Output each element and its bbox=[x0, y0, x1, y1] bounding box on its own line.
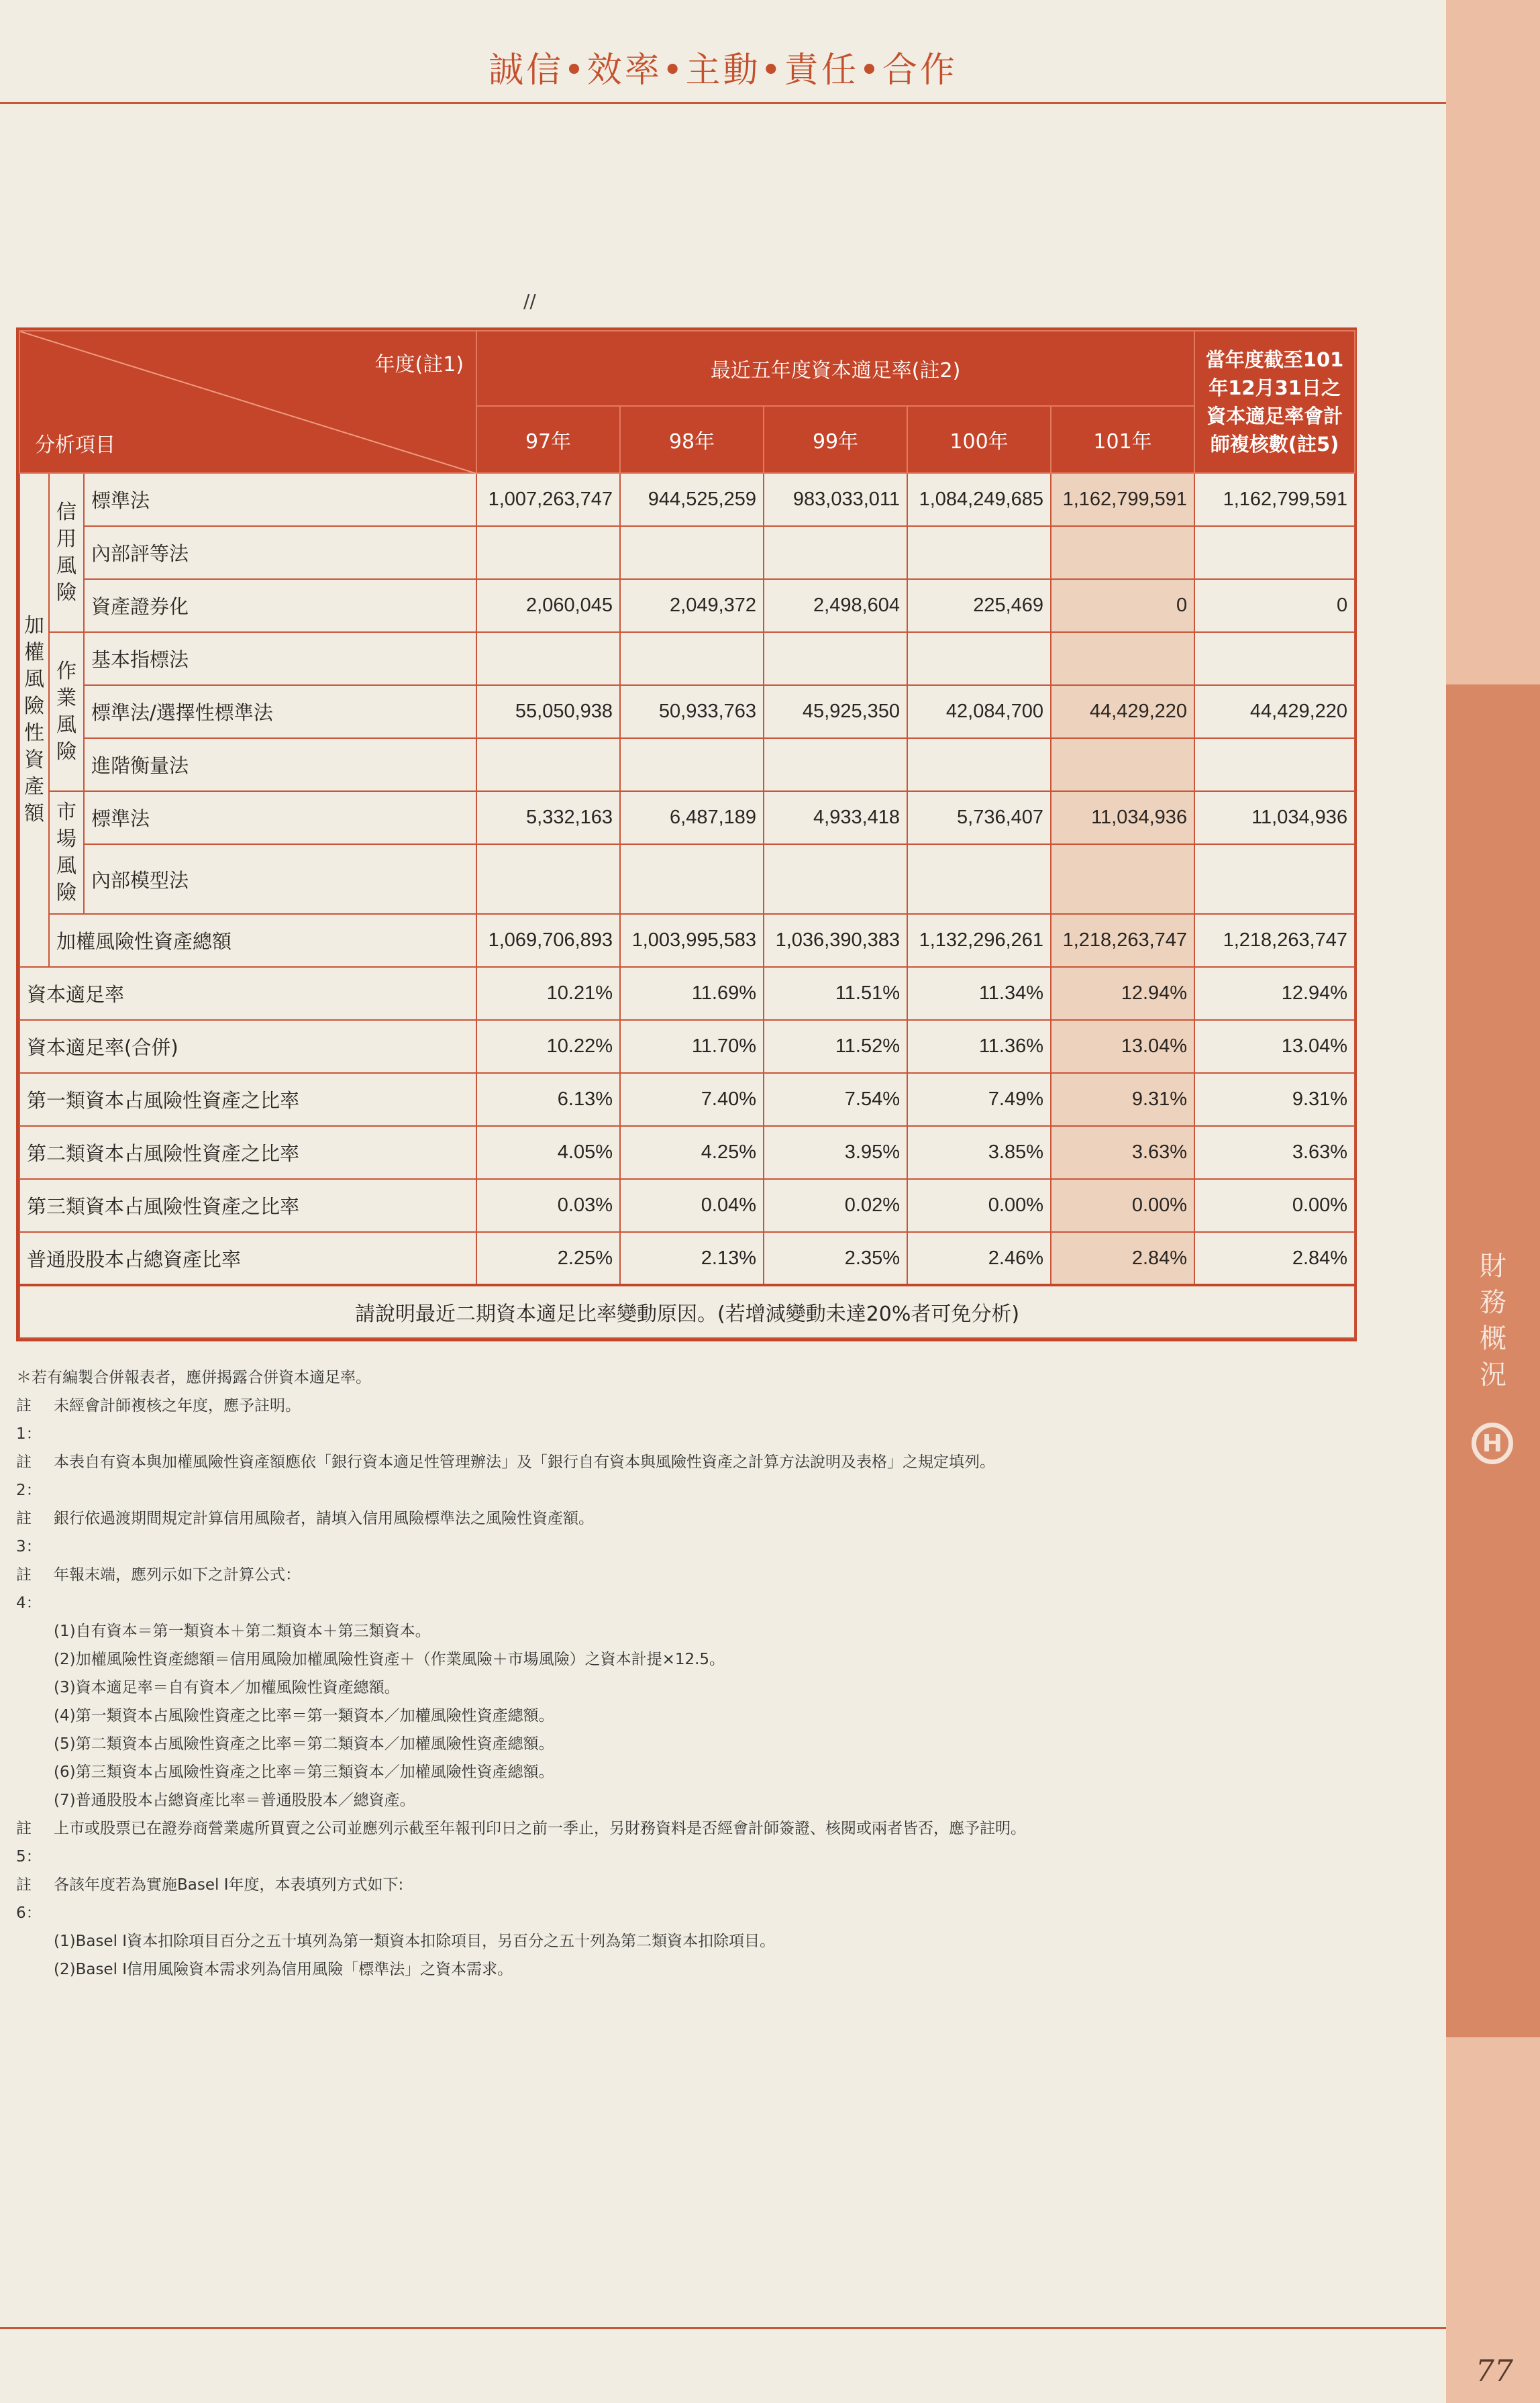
table-corner-header bbox=[19, 331, 476, 473]
cell-value: 11.52% bbox=[764, 1020, 907, 1073]
cell-value: 50,933,763 bbox=[620, 685, 764, 738]
note-tag: 註5： bbox=[16, 1820, 42, 1865]
cell-value: 5,736,407 bbox=[907, 791, 1051, 844]
formula-item: (5)第二類資本占風險性資產之比率＝第二類資本／加權風險性資產總額。 bbox=[54, 1735, 554, 1753]
cell-value: 6,487,189 bbox=[620, 791, 764, 844]
capital-table bbox=[19, 330, 1355, 1339]
credit-risk-text: 信用風險 bbox=[56, 500, 76, 605]
market-risk-text: 市場風險 bbox=[56, 800, 76, 905]
note-2 bbox=[16, 1448, 1358, 1504]
cell-value bbox=[1194, 526, 1355, 579]
cell-value: 55,050,938 bbox=[476, 685, 620, 738]
cell-value: 1,218,263,747 bbox=[1051, 914, 1194, 967]
cell-value: 1,162,799,591 bbox=[1051, 473, 1194, 526]
explanation-text: 請說明最近二期資本適足比率變動原因。(若增減變動未達20%者可免分析) bbox=[19, 1285, 1355, 1338]
cell-value: 42,084,700 bbox=[907, 685, 1051, 738]
row-label: 第三類資本占風險性資產之比率 bbox=[19, 1179, 476, 1232]
cell-value bbox=[907, 632, 1051, 685]
explanation-row bbox=[19, 1285, 1355, 1338]
table-row bbox=[19, 1020, 1355, 1073]
note-star: ＊若有編製合併報表者，應併揭露合併資本適足率。 bbox=[16, 1369, 371, 1386]
footnotes bbox=[16, 1364, 1358, 1984]
cell-value: 983,033,011 bbox=[764, 473, 907, 526]
note-1 bbox=[16, 1392, 1358, 1448]
cell-value: 0.00% bbox=[1051, 1179, 1194, 1232]
table-row bbox=[19, 526, 1355, 579]
cell-value bbox=[476, 844, 620, 914]
cell-value bbox=[620, 526, 764, 579]
cell-value: 225,469 bbox=[907, 579, 1051, 632]
cell-value: 4,933,418 bbox=[764, 791, 907, 844]
pen-mark: // bbox=[523, 290, 536, 312]
row-label: 第二類資本占風險性資產之比率 bbox=[19, 1126, 476, 1179]
cell-value bbox=[907, 526, 1051, 579]
cell-value bbox=[907, 738, 1051, 791]
cell-value: 3.95% bbox=[764, 1126, 907, 1179]
table-row bbox=[19, 1179, 1355, 1232]
cell-value: 1,007,263,747 bbox=[476, 473, 620, 526]
formula-item: (4)第一類資本占風險性資產之比率＝第一類資本／加權風險性資產總額。 bbox=[54, 1707, 554, 1725]
row-label: 標準法 bbox=[84, 791, 476, 844]
note-text: 上市或股票已在證券商營業處所買賣之公司並應列示截至年報刊印日之前一季止，另財務資料是否經會計師簽證、核閱或兩者皆否，應予註明。 bbox=[54, 1820, 1026, 1837]
cell-value: 1,069,706,893 bbox=[476, 914, 620, 967]
cell-value: 2.46% bbox=[907, 1232, 1051, 1285]
note-text: 未經會計師複核之年度，應予註明。 bbox=[54, 1397, 301, 1415]
table-row bbox=[19, 738, 1355, 791]
cell-value bbox=[620, 632, 764, 685]
table-row bbox=[19, 1126, 1355, 1179]
cell-value: 0 bbox=[1051, 579, 1194, 632]
capital-adequacy-table bbox=[16, 327, 1357, 1341]
row-label: 加權風險性資產總額 bbox=[49, 914, 476, 967]
table-row bbox=[19, 473, 1355, 526]
note-tag: 註3： bbox=[16, 1510, 42, 1555]
note-tag: 註1： bbox=[16, 1397, 42, 1443]
note-5 bbox=[16, 1814, 1358, 1871]
year-header-98: 98年 bbox=[620, 406, 764, 473]
cell-value bbox=[1051, 526, 1194, 579]
cell-value: 5,332,163 bbox=[476, 791, 620, 844]
cell-value: 7.49% bbox=[907, 1073, 1051, 1126]
cell-value bbox=[1194, 632, 1355, 685]
row-label: 第一類資本占風險性資產之比率 bbox=[19, 1073, 476, 1126]
row-label: 標準法 bbox=[84, 473, 476, 526]
note-text: 銀行依過渡期間規定計算信用風險者，請填入信用風險標準法之風險性資產額。 bbox=[54, 1510, 594, 1527]
cell-value: 2,060,045 bbox=[476, 579, 620, 632]
cell-value bbox=[764, 844, 907, 914]
row-label: 普通股股本占總資產比率 bbox=[19, 1232, 476, 1285]
cell-value bbox=[1051, 844, 1194, 914]
cell-value bbox=[620, 844, 764, 914]
row-label: 資本適足率(合併) bbox=[19, 1020, 476, 1073]
row-label: 基本指標法 bbox=[84, 632, 476, 685]
table-row bbox=[19, 914, 1355, 967]
company-logo-icon: H bbox=[1472, 1423, 1513, 1464]
table-row bbox=[19, 844, 1355, 914]
cell-value: 1,132,296,261 bbox=[907, 914, 1051, 967]
cell-value: 4.05% bbox=[476, 1126, 620, 1179]
cell-value: 7.54% bbox=[764, 1073, 907, 1126]
note-4 bbox=[16, 1561, 1358, 1617]
cell-value bbox=[764, 526, 907, 579]
cell-value bbox=[764, 632, 907, 685]
year-header-100: 100年 bbox=[907, 406, 1051, 473]
cell-value: 0.04% bbox=[620, 1179, 764, 1232]
cell-value: 2.84% bbox=[1194, 1232, 1355, 1285]
cell-value: 3.63% bbox=[1051, 1126, 1194, 1179]
cell-value: 0 bbox=[1194, 579, 1355, 632]
cell-value: 10.22% bbox=[476, 1020, 620, 1073]
side-tab-label bbox=[1446, 1248, 1540, 1393]
cell-value: 0.00% bbox=[907, 1179, 1051, 1232]
cell-value bbox=[476, 632, 620, 685]
note-3 bbox=[16, 1504, 1358, 1561]
cell-value: 3.85% bbox=[907, 1126, 1051, 1179]
basel-item: (2)Basel I信用風險資本需求列為信用風險「標準法」之資本需求。 bbox=[54, 1961, 513, 1978]
cell-value bbox=[1194, 844, 1355, 914]
cell-value: 44,429,220 bbox=[1051, 685, 1194, 738]
side-tab bbox=[1446, 0, 1540, 2403]
cell-value: 2,049,372 bbox=[620, 579, 764, 632]
cell-value: 2.13% bbox=[620, 1232, 764, 1285]
cell-value: 944,525,259 bbox=[620, 473, 764, 526]
cell-value: 11.51% bbox=[764, 967, 907, 1020]
basel-item: (1)Basel I資本扣除項目百分之五十填列為第一類資本扣除項目，另百分之五十列為第二類資本扣除項目。 bbox=[54, 1933, 776, 1950]
year-header-101: 101年 bbox=[1051, 406, 1194, 473]
cell-value: 11,034,936 bbox=[1194, 791, 1355, 844]
corner-year-label: 年度(註1) bbox=[374, 353, 464, 376]
cell-value bbox=[476, 738, 620, 791]
formula-item: (1)自有資本＝第一類資本＋第二類資本＋第三類資本。 bbox=[54, 1623, 431, 1640]
cell-value: 0.03% bbox=[476, 1179, 620, 1232]
cell-value: 2.84% bbox=[1051, 1232, 1194, 1285]
cell-value: 11.69% bbox=[620, 967, 764, 1020]
corner-item-label: 分析項目 bbox=[35, 433, 115, 457]
row-label: 資產證券化 bbox=[84, 579, 476, 632]
cell-value: 1,218,263,747 bbox=[1194, 914, 1355, 967]
cell-value: 11.36% bbox=[907, 1020, 1051, 1073]
page-header-title: 誠信•效率•主動•責任•合作 bbox=[489, 50, 958, 91]
cell-value bbox=[620, 738, 764, 791]
year-header-99: 99年 bbox=[764, 406, 907, 473]
current-year-header: 當年度截至101年12月31日之資本適足率會計師複核數(註5) bbox=[1194, 331, 1355, 473]
table-row bbox=[19, 579, 1355, 632]
cell-value: 1,084,249,685 bbox=[907, 473, 1051, 526]
table-row bbox=[19, 632, 1355, 685]
cell-value: 13.04% bbox=[1194, 1020, 1355, 1073]
cell-value: 3.63% bbox=[1194, 1126, 1355, 1179]
cell-value bbox=[1051, 738, 1194, 791]
cell-value: 11.34% bbox=[907, 967, 1051, 1020]
note-text: 本表自有資本與加權風險性資產額應依「銀行資本適足性管理辦法」及「銀行自有資本與風險性資產之計算方法說明及表格」之規定填列。 bbox=[54, 1453, 995, 1471]
note-6 bbox=[16, 1871, 1358, 1927]
cell-value: 4.25% bbox=[620, 1126, 764, 1179]
cell-value bbox=[907, 844, 1051, 914]
formula-item: (3)資本適足率＝自有資本／加權風險性資產總額。 bbox=[54, 1679, 400, 1696]
market-risk-label bbox=[49, 791, 84, 914]
note-tag: 註2： bbox=[16, 1453, 42, 1499]
operational-risk-text: 作業風險 bbox=[56, 659, 76, 764]
header-rule bbox=[0, 102, 1446, 104]
note-tag: 註4： bbox=[16, 1566, 42, 1612]
row-label: 內部評等法 bbox=[84, 526, 476, 579]
cell-value bbox=[1051, 632, 1194, 685]
table-row bbox=[19, 967, 1355, 1020]
cell-value: 2.35% bbox=[764, 1232, 907, 1285]
cell-value: 7.40% bbox=[620, 1073, 764, 1126]
cell-value: 1,036,390,383 bbox=[764, 914, 907, 967]
note-text: 各該年度若為實施Basel I年度，本表填列方式如下: bbox=[54, 1876, 404, 1894]
cell-value: 12.94% bbox=[1194, 967, 1355, 1020]
table-row bbox=[19, 685, 1355, 738]
weighted-risk-assets-group-label bbox=[19, 473, 49, 967]
cell-value: 13.04% bbox=[1051, 1020, 1194, 1073]
cell-value bbox=[764, 738, 907, 791]
cell-value: 1,162,799,591 bbox=[1194, 473, 1355, 526]
cell-value: 6.13% bbox=[476, 1073, 620, 1126]
side-tab-label-text: 財務概況 bbox=[1480, 1251, 1506, 1390]
cell-value: 44,429,220 bbox=[1194, 685, 1355, 738]
row-label: 標準法/選擇性標準法 bbox=[84, 685, 476, 738]
formula-item: (2)加權風險性資產總額＝信用風險加權風險性資產＋（作業風險＋市場風險）之資本計提×12.5。 bbox=[54, 1651, 725, 1668]
cell-value: 0.02% bbox=[764, 1179, 907, 1232]
weighted-risk-assets-group-text: 加權風險性資產額 bbox=[24, 614, 44, 825]
cell-value: 1,003,995,583 bbox=[620, 914, 764, 967]
cell-value: 45,925,350 bbox=[764, 685, 907, 738]
cell-value: 9.31% bbox=[1194, 1073, 1355, 1126]
cell-value: 0.00% bbox=[1194, 1179, 1355, 1232]
page-number: 77 bbox=[1476, 2354, 1513, 2388]
cell-value: 11,034,936 bbox=[1051, 791, 1194, 844]
cell-value: 2.25% bbox=[476, 1232, 620, 1285]
table-row bbox=[19, 791, 1355, 844]
cell-value: 12.94% bbox=[1051, 967, 1194, 1020]
credit-risk-label bbox=[49, 473, 84, 632]
five-year-group-header: 最近五年度資本適足率(註2) bbox=[476, 331, 1194, 406]
year-header-97: 97年 bbox=[476, 406, 620, 473]
cell-value: 2,498,604 bbox=[764, 579, 907, 632]
formula-item: (6)第三類資本占風險性資產之比率＝第三類資本／加權風險性資產總額。 bbox=[54, 1763, 554, 1781]
operational-risk-label bbox=[49, 632, 84, 791]
note-text: 年報末端，應列示如下之計算公式： bbox=[54, 1566, 301, 1584]
cell-value: 10.21% bbox=[476, 967, 620, 1020]
note-tag: 註6： bbox=[16, 1876, 42, 1922]
cell-value: 11.70% bbox=[620, 1020, 764, 1073]
row-label: 資本適足率 bbox=[19, 967, 476, 1020]
row-label: 進階衡量法 bbox=[84, 738, 476, 791]
formula-item: (7)普通股股本占總資產比率＝普通股股本／總資產。 bbox=[54, 1792, 415, 1809]
cell-value bbox=[476, 526, 620, 579]
table-row bbox=[19, 1232, 1355, 1285]
footer-rule bbox=[0, 2327, 1446, 2329]
table-row bbox=[19, 1073, 1355, 1126]
cell-value bbox=[1194, 738, 1355, 791]
cell-value: 9.31% bbox=[1051, 1073, 1194, 1126]
row-label: 內部模型法 bbox=[84, 844, 476, 914]
